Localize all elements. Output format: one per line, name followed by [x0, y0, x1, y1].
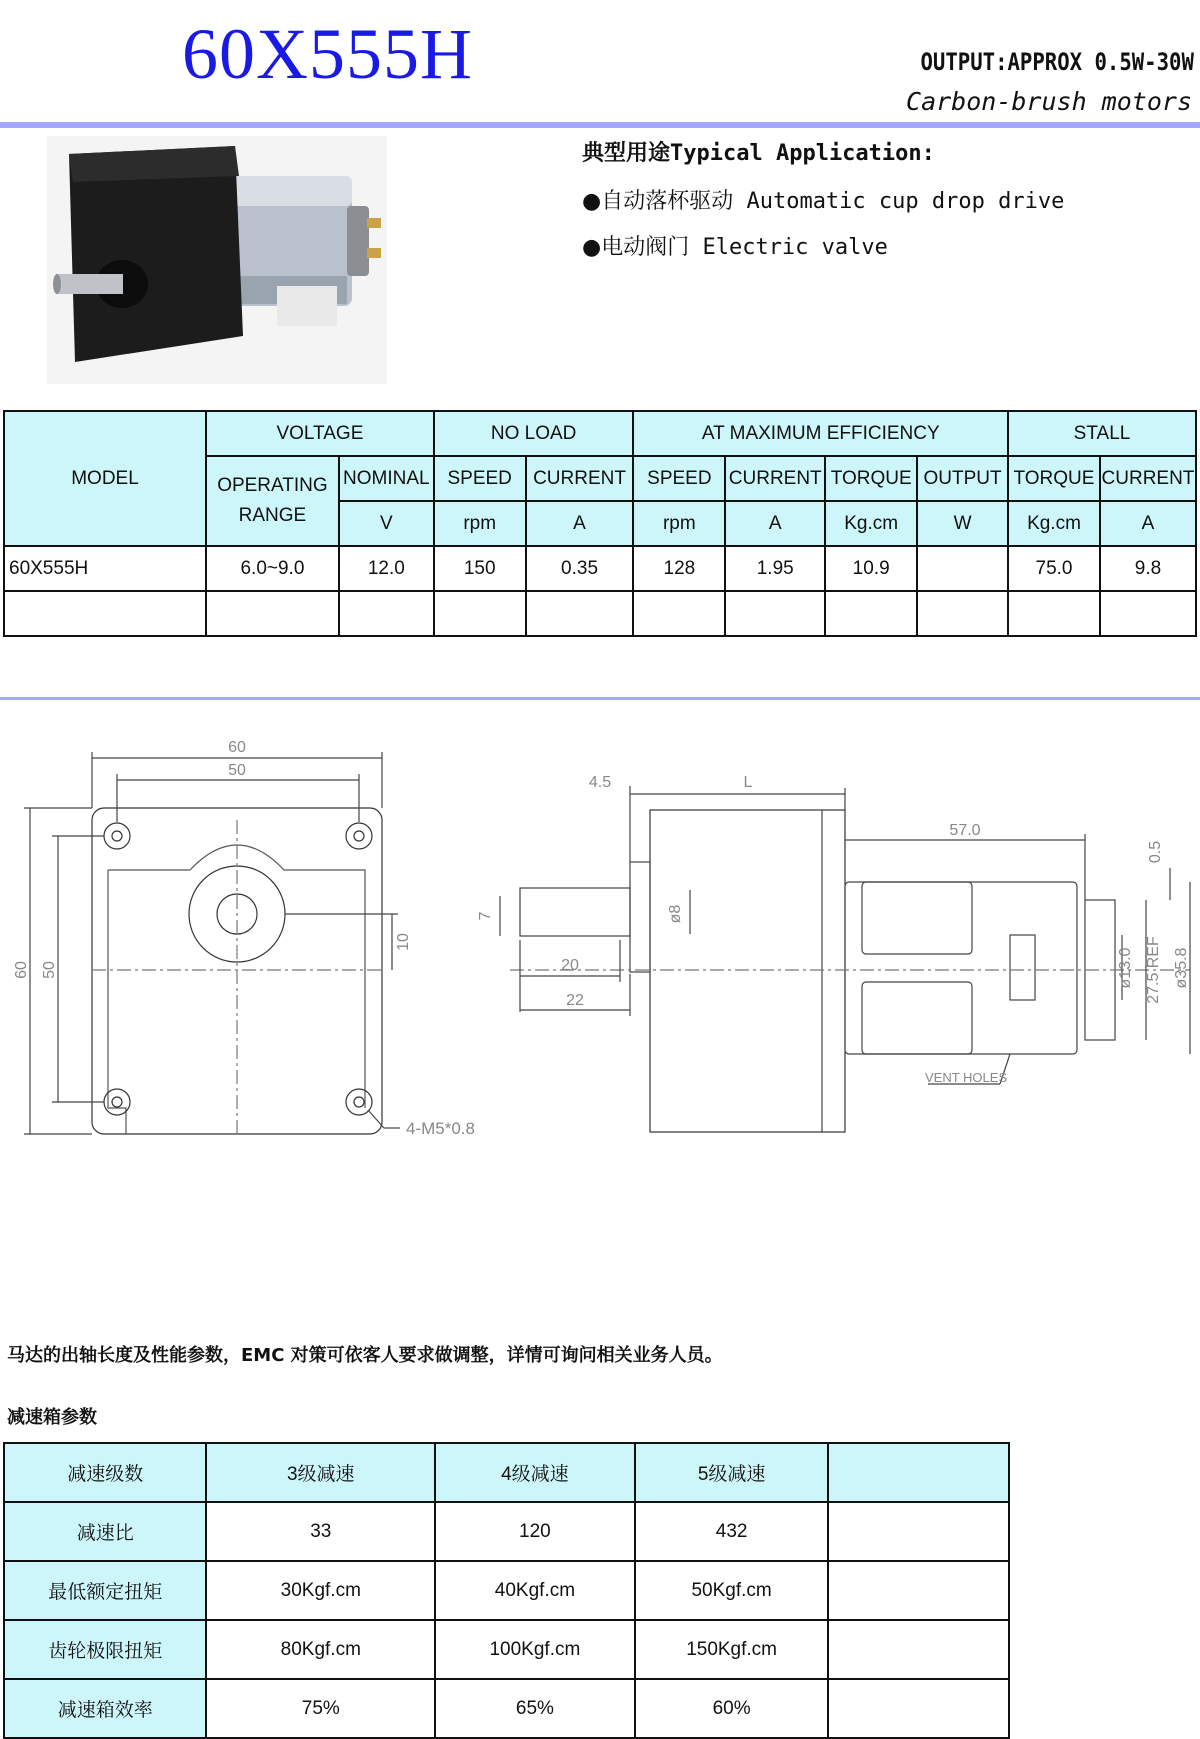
table-cell — [828, 1679, 1009, 1738]
unit-cell: rpm — [633, 501, 725, 546]
application-en: Electric valve — [689, 235, 888, 260]
dim-label: ø35.8 — [1173, 947, 1190, 989]
table-cell — [725, 591, 825, 636]
table-cell: 5级减速 — [635, 1443, 829, 1502]
dim-label: 50 — [228, 762, 246, 779]
max-efficiency-header: AT MAXIMUM EFFICIENCY — [633, 411, 1008, 456]
table-row — [4, 1502, 1009, 1561]
column-header: CURRENT — [725, 456, 825, 501]
front-view — [24, 752, 400, 1134]
table-cell: 30Kgf.cm — [206, 1561, 435, 1620]
table-cell: 100Kgf.cm — [435, 1620, 635, 1679]
table-cell: 9.8 — [1100, 546, 1196, 591]
table-cell: 齿轮极限扭矩 — [4, 1620, 206, 1679]
dim-label: 57.0 — [949, 822, 981, 839]
unit-cell: Kg.cm — [825, 501, 917, 546]
column-header: OUTPUT — [917, 456, 1008, 501]
table-cell — [825, 591, 917, 636]
dim-label: 60 — [13, 961, 30, 979]
unit-cell: Kg.cm — [1008, 501, 1100, 546]
gearbox-heading: 减速箱参数 — [7, 1407, 97, 1428]
operating-range-line: RANGE — [238, 505, 307, 526]
motor-type: Carbon-brush motors — [906, 87, 1192, 116]
table-cell: 减速比 — [4, 1502, 206, 1561]
side-view — [500, 786, 1190, 1132]
table-row — [4, 1620, 1009, 1679]
product-photo — [47, 136, 387, 384]
table-cell: 减速级数 — [4, 1443, 206, 1502]
table-cell — [434, 591, 526, 636]
table-cell: 128 — [633, 546, 725, 591]
table-row — [4, 591, 1196, 636]
bullet: ● — [582, 235, 602, 260]
adjustment-note: 马达的出轴长度及性能参数，EMC 对策可依客人要求做调整，详情可询问相关业务人员。 — [7, 1345, 723, 1366]
table-cell: 4级减速 — [435, 1443, 635, 1502]
application-item — [582, 230, 888, 261]
gearbox-table — [3, 1442, 1010, 1739]
unit-cell: A — [526, 501, 634, 546]
column-header: SPEED — [434, 456, 526, 501]
table-row — [4, 1679, 1009, 1738]
dim-label: 60 — [228, 739, 246, 756]
table-cell — [206, 591, 339, 636]
table-cell: 80Kgf.cm — [206, 1620, 435, 1679]
table-cell: 0.35 — [526, 546, 634, 591]
header-rule — [0, 122, 1200, 128]
dim-label: 4.5 — [588, 774, 612, 791]
bullet: ● — [582, 189, 602, 214]
model-cell: 60X555H — [4, 546, 206, 591]
column-header: CURRENT — [526, 456, 634, 501]
unit-cell: W — [917, 501, 1008, 546]
operating-range-header — [206, 456, 339, 546]
stall-header: STALL — [1008, 411, 1196, 456]
table-cell — [917, 546, 1008, 591]
table-cell — [4, 591, 206, 636]
table-cell — [828, 1561, 1009, 1620]
column-header: SPEED — [633, 456, 725, 501]
application-item — [582, 184, 1064, 215]
table-cell: 3级减速 — [206, 1443, 435, 1502]
table-cell — [828, 1502, 1009, 1561]
unit-cell: A — [725, 501, 825, 546]
spec-table — [3, 410, 1197, 637]
dim-label: 10 — [395, 933, 412, 951]
table-cell: 最低额定扭矩 — [4, 1561, 206, 1620]
table-cell: 150Kgf.cm — [635, 1620, 829, 1679]
output-range: OUTPUT:APPROX 0.5W-30W — [920, 48, 1194, 76]
table-cell: 65% — [435, 1679, 635, 1738]
application-en: Automatic cup drop drive — [733, 189, 1065, 214]
table-cell — [633, 591, 725, 636]
dim-label: 22 — [566, 992, 584, 1009]
column-header: NOMINAL — [339, 456, 434, 501]
voltage-header: VOLTAGE — [206, 411, 434, 456]
table-cell — [1008, 591, 1100, 636]
table-cell: 432 — [635, 1502, 829, 1561]
dim-label: 50 — [41, 961, 58, 979]
table-cell: 75% — [206, 1679, 435, 1738]
table-cell: 150 — [434, 546, 526, 591]
application-cn: 自动落杯驱动 — [601, 189, 734, 214]
table-cell — [828, 1620, 1009, 1679]
table-cell: 40Kgf.cm — [435, 1561, 635, 1620]
no-load-header: NO LOAD — [434, 411, 634, 456]
table-cell — [917, 591, 1008, 636]
table-cell: 1.95 — [725, 546, 825, 591]
table-cell — [1100, 591, 1196, 636]
table-cell: 60% — [635, 1679, 829, 1738]
table-row — [4, 546, 1196, 591]
unit-cell: rpm — [434, 501, 526, 546]
model-title: 60X555H — [182, 14, 473, 94]
dim-label: 27.5 REF — [1145, 936, 1162, 1004]
dim-label: 7 — [477, 911, 494, 921]
table-cell: 减速箱效率 — [4, 1679, 206, 1738]
table-cell: 12.0 — [339, 546, 434, 591]
table-cell — [339, 591, 434, 636]
unit-cell: V — [339, 501, 434, 546]
table-cell — [828, 1443, 1009, 1502]
column-header: CURRENT — [1100, 456, 1196, 501]
section-rule — [0, 697, 1200, 700]
table-cell: 75.0 — [1008, 546, 1100, 591]
dim-label: ø8 — [667, 904, 684, 924]
application-heading: 典型用途Typical Application: — [582, 141, 935, 166]
application-cn: 电动阀门 — [601, 235, 690, 260]
dim-label: 0.5 — [1147, 840, 1164, 864]
column-header: TORQUE — [1008, 456, 1100, 501]
dim-label: ø13.0 — [1117, 947, 1134, 989]
table-row — [4, 1443, 1009, 1502]
table-cell: 6.0~9.0 — [206, 546, 339, 591]
dim-label: 4-M5*0.8 — [406, 1119, 475, 1138]
table-cell: 120 — [435, 1502, 635, 1561]
table-cell: 50Kgf.cm — [635, 1561, 829, 1620]
table-cell: 33 — [206, 1502, 435, 1561]
technical-drawing — [0, 730, 1200, 1150]
column-header: TORQUE — [825, 456, 917, 501]
table-cell: 10.9 — [825, 546, 917, 591]
dim-label: VENT HOLES — [925, 1070, 1008, 1085]
unit-cell: A — [1100, 501, 1196, 546]
model-header: MODEL — [4, 411, 206, 546]
table-row — [4, 1561, 1009, 1620]
table-cell — [526, 591, 634, 636]
dim-label: L — [743, 774, 753, 791]
operating-range-line: OPERATING — [217, 474, 328, 496]
dim-label: 20 — [561, 957, 579, 974]
